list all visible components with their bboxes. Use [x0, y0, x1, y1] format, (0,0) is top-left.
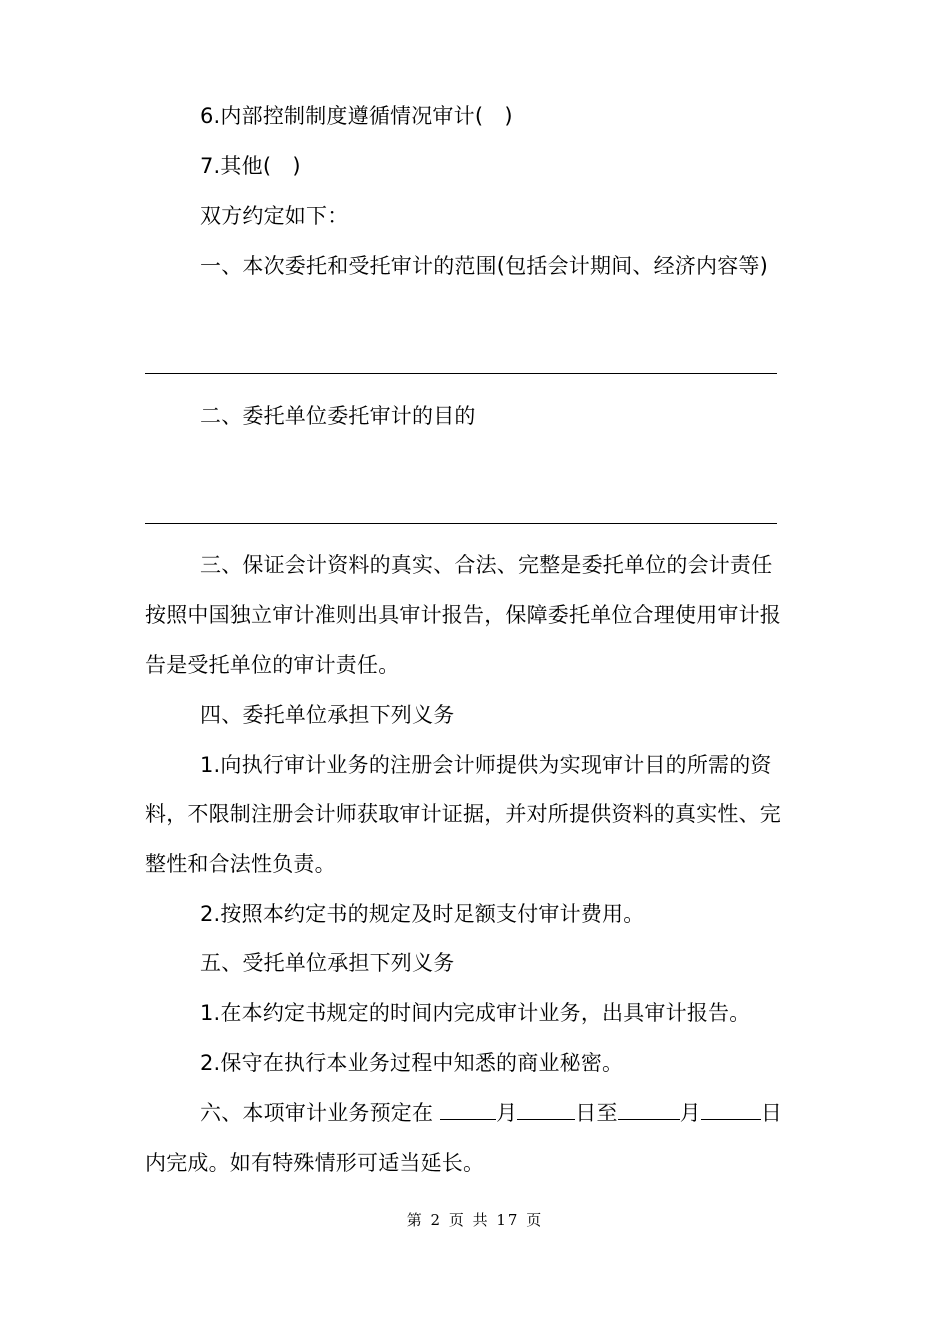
section-4-item-2: 2.按照本约定书的规定及时足额支付审计费用。: [200, 902, 645, 926]
clause-other: 7.其他( ): [200, 154, 301, 178]
blank-day-end[interactable]: [701, 1099, 761, 1120]
section-5-heading: 五、受托单位承担下列义务: [200, 951, 455, 975]
month-label: 月: [679, 1101, 701, 1125]
page-number-footer: 第 2 页 共 17 页: [406, 1211, 544, 1229]
section-3-line-2: 按照中国独立审计准则出具审计报告，保障委托单位合理使用审计报: [145, 603, 781, 627]
fill-in-line: [145, 523, 777, 524]
section-4-item-1-line-2: 料，不限制注册会计师获取审计证据，并对所提供资料的真实性、完: [145, 802, 781, 826]
day-to-label: 日至: [575, 1101, 618, 1125]
month-label: 月: [496, 1101, 518, 1125]
section-4-item-1-line-3: 整性和合法性负责。: [145, 852, 336, 876]
blank-month-start[interactable]: [440, 1099, 496, 1120]
blank-month-end[interactable]: [618, 1099, 680, 1120]
section-6-line-1: [200, 1098, 782, 1128]
agreement-intro: 双方约定如下：: [200, 204, 349, 228]
section-3-line-3: 告是受托单位的审计责任。: [145, 653, 400, 677]
clause-internal-control-audit: 6.内部控制制度遵循情况审计( ): [200, 104, 513, 128]
section-4-heading: 四、委托单位承担下列义务: [200, 703, 455, 727]
fill-in-line: [145, 373, 777, 374]
section-2-heading: 二、委托单位委托审计的目的: [200, 404, 476, 428]
day-label: 日: [760, 1101, 783, 1125]
section-6-prefix: 六、本项审计业务预定在: [200, 1101, 434, 1125]
section-5-item-1: 1.在本约定书规定的时间内完成审计业务，出具审计报告。: [200, 1001, 751, 1025]
section-3-line-1: 三、保证会计资料的真实、合法、完整是委托单位的会计责任: [200, 553, 773, 577]
section-6-line-2: 内完成。如有特殊情形可适当延长。: [145, 1151, 485, 1175]
section-5-item-2: 2.保守在执行本业务过程中知悉的商业秘密。: [200, 1051, 624, 1075]
blank-day-start[interactable]: [517, 1099, 575, 1120]
section-4-item-1-line-1: 1.向执行审计业务的注册会计师提供为实现审计目的所需的资: [200, 753, 772, 777]
section-1-heading: 一、本次委托和受托审计的范围(包括会计期间、经济内容等): [200, 254, 768, 278]
